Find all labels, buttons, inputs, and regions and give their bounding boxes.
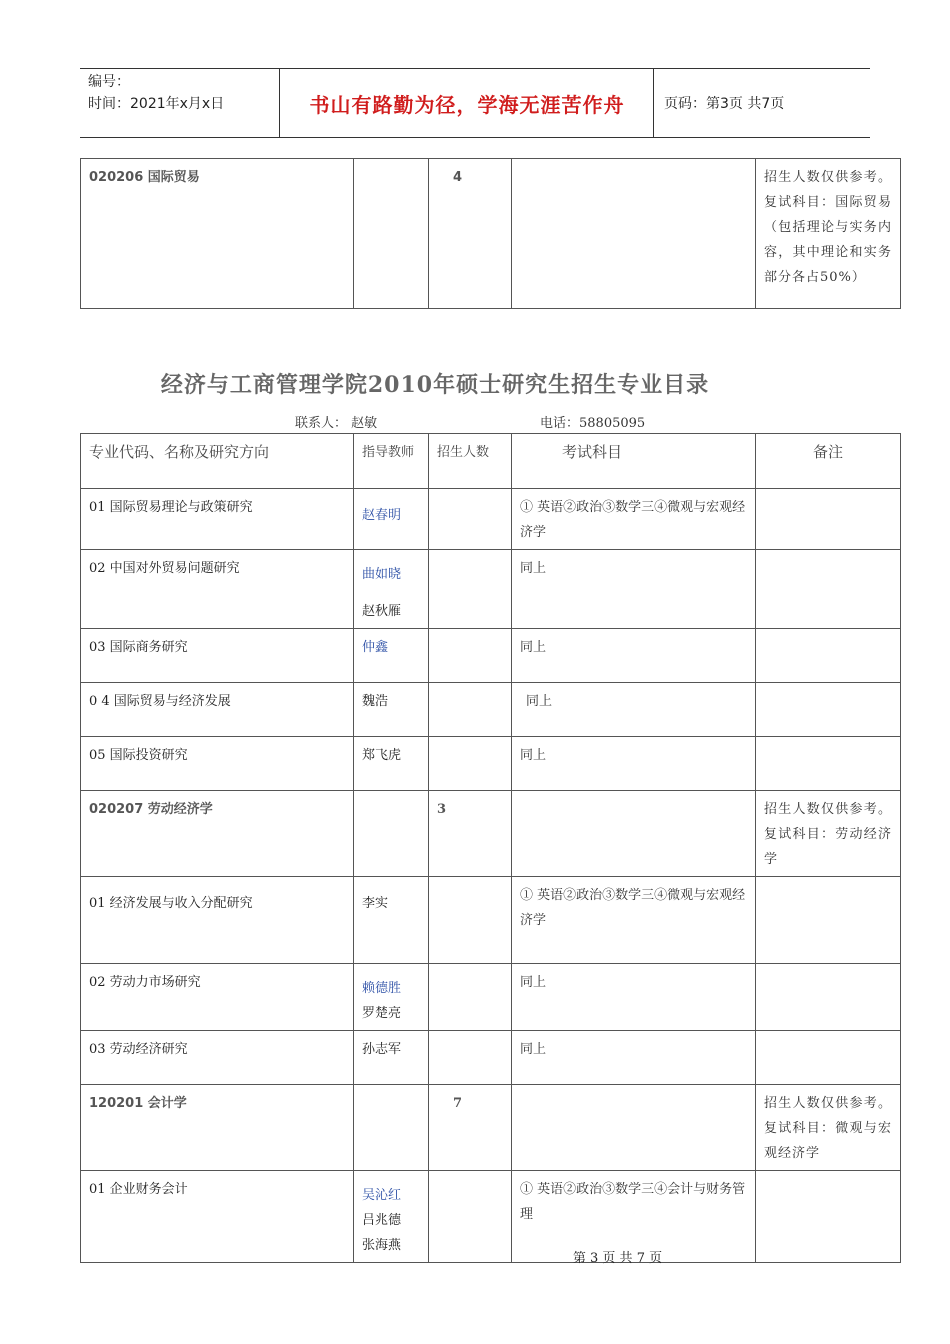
advisor-name: 孙志军 xyxy=(354,1031,429,1085)
advisor-name[interactable]: 曲如晓 xyxy=(362,567,402,582)
advisor-cell xyxy=(354,791,429,877)
direction-cell: 01 国际贸易理论与政策研究 xyxy=(81,489,354,550)
contact-person: 联系人： 赵敏 xyxy=(295,416,378,431)
enroll-count-cell: 3 xyxy=(429,791,512,877)
table-row xyxy=(81,489,901,550)
advisor-name: 罗楚亮 xyxy=(362,1006,402,1021)
advisor-cell xyxy=(354,159,429,309)
table-row xyxy=(81,737,901,791)
direction-cell: 01 经济发展与收入分配研究 xyxy=(81,877,354,964)
col-header-advisor: 指导教师 xyxy=(354,434,429,489)
exam-cell: ① 英语②政治③数学三④会计与财务管理 xyxy=(512,1171,756,1263)
remark-cell xyxy=(756,550,901,629)
advisor-name: 郑飞虎 xyxy=(354,737,429,791)
col-header-major: 专业代码、名称及研究方向 xyxy=(81,434,354,489)
table-row xyxy=(81,629,901,683)
exam-cell xyxy=(512,791,756,877)
table-row xyxy=(81,159,901,309)
advisor-name[interactable]: 吴沁红 xyxy=(362,1188,402,1203)
enroll-cell xyxy=(429,550,512,629)
header-info xyxy=(80,69,280,137)
exam-cell: ① 英语②政治③数学三④微观与宏观经济学 xyxy=(512,489,756,550)
direction-cell: 03 劳动经济研究 xyxy=(81,1031,354,1085)
remark-cell xyxy=(756,489,901,550)
major-code-cell: 020207 劳动经济学 xyxy=(81,791,354,877)
advisor-name[interactable]: 赵春明 xyxy=(362,508,402,523)
exam-cell xyxy=(512,1085,756,1171)
table-row xyxy=(81,550,901,629)
header-page-number: 页码：第3页 共7页 xyxy=(664,96,785,112)
remark-cell xyxy=(756,683,901,737)
col-header-remark: 备注 xyxy=(756,434,901,489)
page-header xyxy=(80,68,870,138)
enroll-cell xyxy=(429,629,512,683)
exam-cell: 同上 xyxy=(512,964,756,1031)
direction-cell: 02 中国对外贸易问题研究 xyxy=(81,550,354,629)
catalog-table xyxy=(80,433,901,1263)
exam-cell: ① 英语②政治③数学三④微观与宏观经济学 xyxy=(512,877,756,964)
major-code-cell: 120201 会计学 xyxy=(81,1085,354,1171)
direction-cell: 03 国际商务研究 xyxy=(81,629,354,683)
advisor-name[interactable]: 仲鑫 xyxy=(362,640,389,655)
enroll-cell xyxy=(429,489,512,550)
continuation-table xyxy=(80,158,901,309)
table-row-major xyxy=(81,1085,901,1171)
enroll-cell xyxy=(429,964,512,1031)
advisor-name: 吕兆德 xyxy=(362,1213,402,1228)
doc-time-label: 时间：2021年x月x日 xyxy=(88,96,225,112)
enroll-cell xyxy=(429,683,512,737)
contact-phone: 电话：58805095 xyxy=(540,416,646,431)
doc-number-label: 编号： xyxy=(88,74,130,90)
remark-cell xyxy=(756,629,901,683)
table-row xyxy=(81,877,901,964)
col-header-enroll: 招生人数 xyxy=(429,434,512,489)
direction-cell: 0 4 国际贸易与经济发展 xyxy=(81,683,354,737)
page-footer: 第 3 页 共 7 页 xyxy=(572,1251,663,1266)
remark-cell xyxy=(756,1031,901,1085)
advisor-cell xyxy=(354,1085,429,1171)
table-header-row xyxy=(81,434,901,489)
table-row xyxy=(81,964,901,1031)
advisor-name: 张海燕 xyxy=(362,1238,402,1253)
direction-cell: 05 国际投资研究 xyxy=(81,737,354,791)
advisor-name[interactable]: 赖德胜 xyxy=(362,981,402,996)
table-row-major xyxy=(81,791,901,877)
remark-cell xyxy=(756,737,901,791)
advisor-name: 魏浩 xyxy=(354,683,429,737)
exam-cell: 同上 xyxy=(512,683,756,737)
enroll-count-cell: 4 xyxy=(429,159,512,309)
advisor-name: 李实 xyxy=(354,877,429,964)
direction-cell: 02 劳动力市场研究 xyxy=(81,964,354,1031)
exam-cell xyxy=(512,159,756,309)
enroll-cell xyxy=(429,737,512,791)
major-code-cell: 020206 国际贸易 xyxy=(81,159,354,309)
exam-cell: 同上 xyxy=(512,1031,756,1085)
remark-cell: 招生人数仅供参考。复试科目：劳动经济学 xyxy=(756,791,901,877)
header-motto: 书山有路勤为径，学海无涯苦作舟 xyxy=(281,69,654,137)
table-row xyxy=(81,1031,901,1085)
exam-cell: 同上 xyxy=(512,737,756,791)
page-title: 经济与工商管理学院2010年硕士研究生招生专业目录 xyxy=(160,372,710,398)
table-row xyxy=(81,683,901,737)
direction-cell: 01 企业财务会计 xyxy=(81,1171,354,1263)
remark-cell: 招生人数仅供参考。复试科目：微观与宏观经济学 xyxy=(756,1085,901,1171)
enroll-cell xyxy=(429,877,512,964)
col-header-exam: 考试科目 xyxy=(512,434,756,489)
enroll-count-cell: 7 xyxy=(429,1085,512,1171)
advisor-name: 赵秋雁 xyxy=(362,604,402,619)
exam-cell: 同上 xyxy=(512,550,756,629)
remark-cell xyxy=(756,877,901,964)
enroll-cell xyxy=(429,1031,512,1085)
remark-cell xyxy=(756,964,901,1031)
exam-cell: 同上 xyxy=(512,629,756,683)
remark-cell: 招生人数仅供参考。复试科目：国际贸易（包括理论与实务内容，其中理论和实务部分各占50%） xyxy=(756,159,901,309)
